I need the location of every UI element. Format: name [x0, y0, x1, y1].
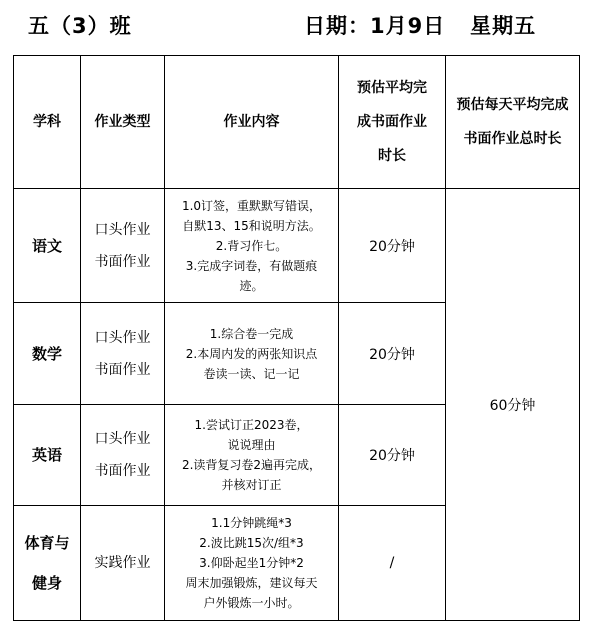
date-title: 日期：1月9日 星期五: [304, 14, 537, 38]
content-cell: [165, 189, 339, 303]
header-est-time: [339, 56, 446, 189]
page-header: [0, 8, 592, 44]
subject-label: 体育与: [24, 534, 70, 552]
content-line: 周末加强锻炼，建议每天: [185, 576, 318, 590]
content-line: 3.仰卧起坐1分钟*2: [199, 556, 304, 570]
content-line: 自默13、15和说明方法。: [182, 218, 321, 233]
content-line: 1.1分钟跳绳*3: [211, 516, 292, 530]
type-label: 书面作业: [94, 361, 151, 378]
subject-cell: [14, 405, 81, 506]
type-label: 书面作业: [94, 253, 151, 270]
content-line: 迹。: [239, 278, 264, 293]
subject-label: 英语: [31, 446, 62, 464]
header-daily-total: [446, 56, 580, 189]
content-line: 1.尝试订正2023卷，: [194, 418, 309, 432]
header-content: 作业内容: [165, 56, 339, 189]
time-cell: /: [339, 506, 446, 621]
header-est-time-line: 时长: [378, 148, 406, 164]
content-line: 并核对订正: [221, 478, 282, 492]
subject-cell: [14, 303, 81, 405]
type-label: 口头作业: [94, 329, 151, 346]
type-label: 实践作业: [94, 555, 151, 571]
content-line: 3.完成字词卷，有做题痕: [185, 258, 318, 273]
header-est-time-line: 预估平均完: [357, 80, 427, 96]
homework-table: [13, 55, 580, 621]
content-line: 2.波比跳15次/组*3: [199, 536, 304, 550]
type-cell: [81, 189, 165, 303]
content-line: 户外锻炼一小时。: [203, 596, 300, 610]
content-cell: [165, 506, 339, 621]
content-line: 1.0订签，重默默写错误，: [181, 198, 322, 213]
content-line: 2.读背复习卷2遍再完成，: [181, 458, 322, 472]
table-row: [14, 189, 580, 303]
subject-cell: [14, 189, 81, 303]
content-cell: [165, 303, 339, 405]
daily-total-cell: 60分钟: [446, 189, 580, 621]
content-line: 2.背习作七。: [215, 238, 288, 253]
content-line: 2.本周内发的两张知识点: [185, 346, 318, 361]
class-title: 五（3）班: [28, 14, 132, 38]
header-type: 作业类型: [81, 56, 165, 189]
subject-label: 语文: [31, 236, 62, 255]
type-label: 口头作业: [94, 221, 151, 238]
header-subject: 学科: [14, 56, 81, 189]
type-cell: [81, 405, 165, 506]
type-label: 口头作业: [94, 431, 151, 447]
type-label: 书面作业: [94, 463, 151, 479]
header-daily-total-line: 预估每天平均完成: [456, 97, 569, 113]
content-cell: [165, 405, 339, 506]
header-daily-total-line: 书面作业总时长: [463, 131, 562, 147]
content-line: 卷读一读、记一记: [203, 366, 300, 381]
header-est-time-line: 成书面作业: [357, 114, 427, 130]
type-cell: [81, 303, 165, 405]
subject-cell: [14, 506, 81, 621]
time-cell: 20分钟: [339, 303, 446, 405]
content-line: 1.综合卷一完成: [209, 326, 294, 341]
subject-label: 健身: [31, 574, 62, 592]
table-header-row: [14, 56, 580, 189]
time-cell: 20分钟: [339, 189, 446, 303]
type-cell: [81, 506, 165, 621]
time-cell: 20分钟: [339, 405, 446, 506]
subject-label: 数学: [31, 344, 62, 363]
content-line: 说说理由: [227, 438, 276, 452]
